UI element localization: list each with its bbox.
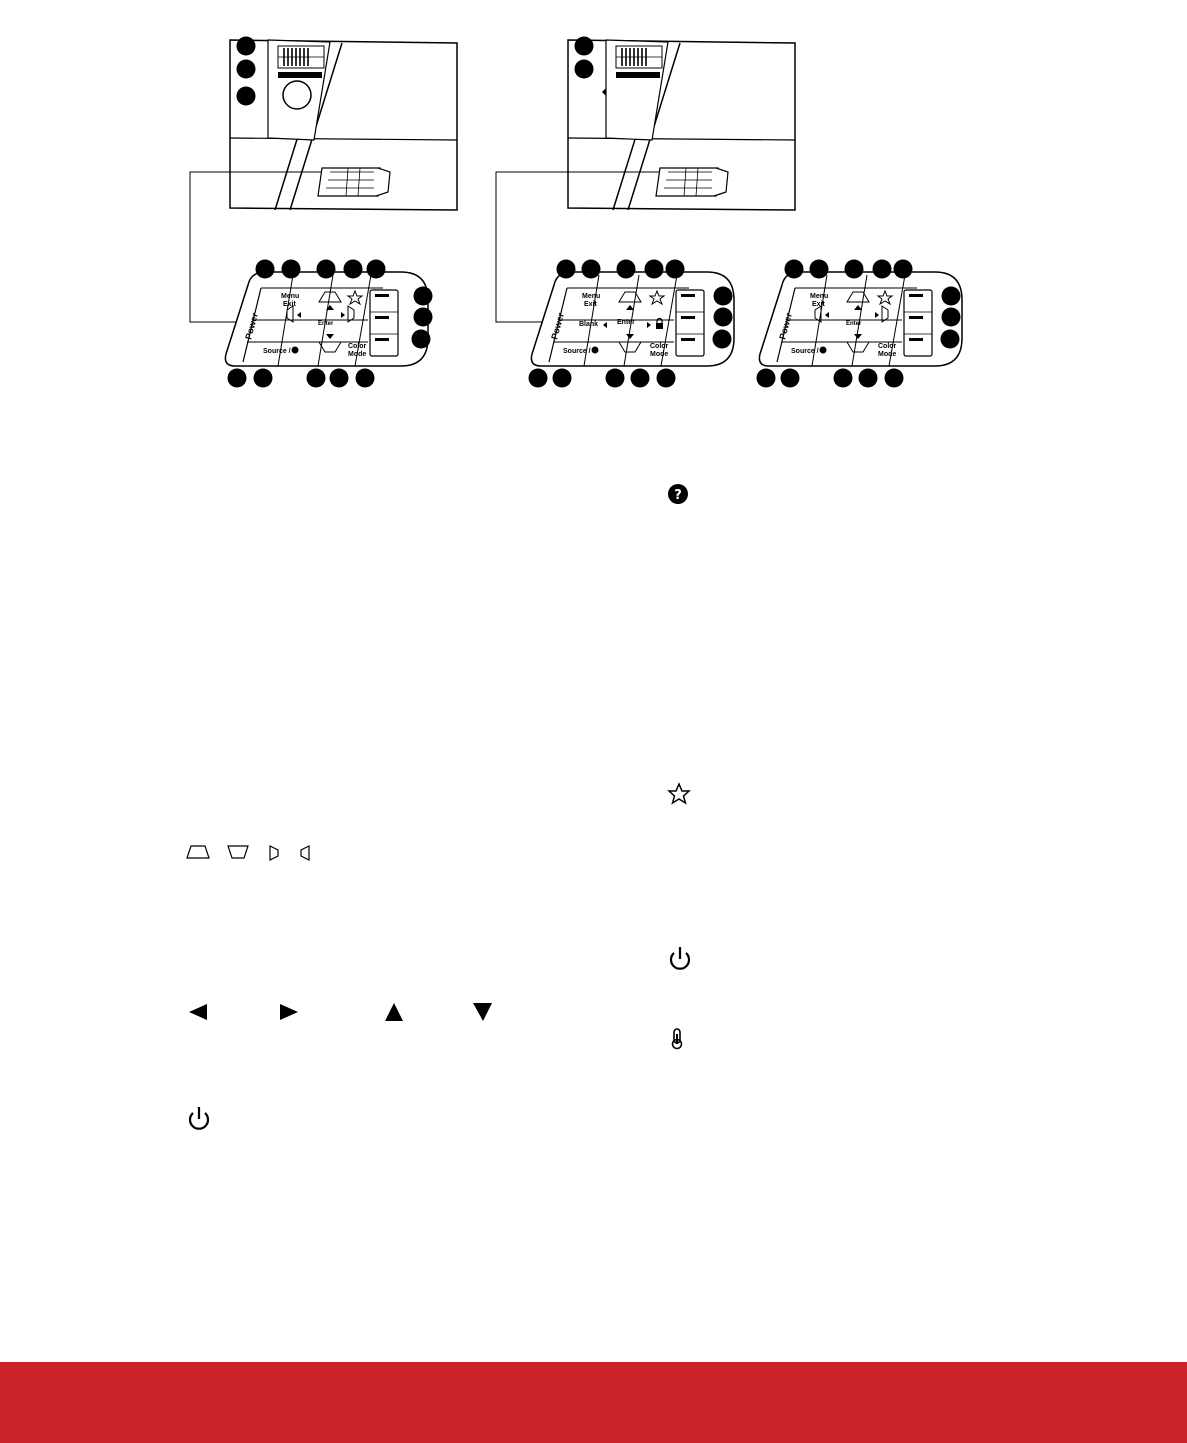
exit-label: Exit <box>584 301 597 308</box>
source-label: Source / <box>791 348 819 355</box>
mode-label: Mode <box>878 351 897 358</box>
star-icon <box>669 784 689 803</box>
source-label: Source / <box>263 348 291 355</box>
menu-label: Menu <box>810 293 829 300</box>
legend-power-icon-left <box>190 1107 208 1129</box>
exit-label: Exit <box>283 301 296 308</box>
arrow-left-icon <box>189 1004 207 1020</box>
arrow-right-icon <box>280 1004 298 1020</box>
enter-label: Enter <box>617 319 635 326</box>
callout-marker <box>575 37 594 56</box>
keystone-bottom-icon <box>228 846 248 858</box>
svg-text:?: ? <box>674 488 682 503</box>
mode-label: Mode <box>348 351 367 358</box>
keystone-left-icon <box>301 846 309 860</box>
menu-label: Menu <box>281 293 300 300</box>
help-icon <box>592 347 599 354</box>
mode-label: Mode <box>650 351 669 358</box>
menu-label: Menu <box>582 293 601 300</box>
color-label: Color <box>878 343 897 350</box>
temperature-icon <box>673 1029 682 1049</box>
help-icon <box>820 347 827 354</box>
callout-marker <box>237 87 256 106</box>
callout-marker <box>575 60 594 79</box>
power-icon <box>671 947 689 969</box>
callout-marker <box>237 37 256 56</box>
keystone-top-icon <box>187 846 209 858</box>
power-button-label: Power <box>549 311 566 341</box>
legend-arrow-icons <box>189 1003 492 1021</box>
power-button-label: Power <box>777 311 794 341</box>
source-label: Source / <box>563 348 591 355</box>
enter-label: Enter <box>846 321 862 327</box>
arrow-up-icon <box>385 1003 403 1021</box>
color-label: Color <box>650 343 669 350</box>
arrow-down-icon <box>473 1003 492 1021</box>
blank-label: Blank <box>579 321 599 328</box>
keystone-right-icon <box>270 846 278 860</box>
color-label: Color <box>348 343 367 350</box>
help-icon <box>292 347 299 354</box>
power-button-label: Power <box>243 311 260 341</box>
callout-marker <box>237 60 256 79</box>
control-panel-c <box>757 260 963 388</box>
exit-label: Exit <box>812 301 825 308</box>
legend-keystone-icons <box>187 846 309 860</box>
footer-bar <box>0 1362 1187 1443</box>
help-icon <box>668 484 688 504</box>
control-panel-b <box>529 260 735 388</box>
lock-icon <box>656 323 663 329</box>
enter-label: Enter <box>318 321 334 327</box>
control-panel-a <box>225 260 432 388</box>
